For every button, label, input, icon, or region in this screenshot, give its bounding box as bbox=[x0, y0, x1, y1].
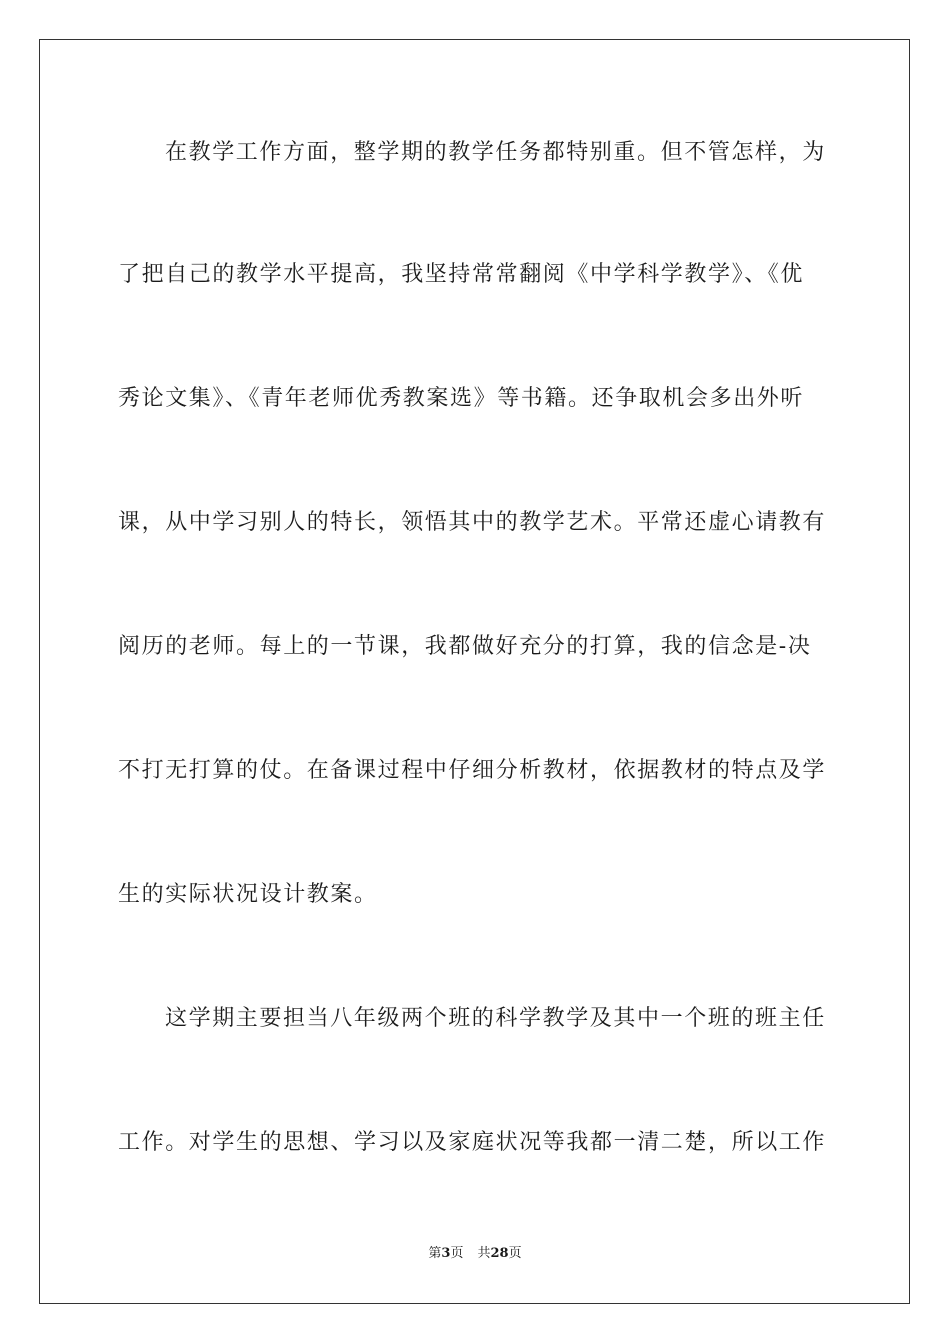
paragraph-1-line-6: 不打无打算的仗。在备课过程中仔细分析教材，依据教材的特点及学 bbox=[118, 758, 827, 783]
paragraph-2-line-2: 工作。对学生的思想、学习以及家庭状况等我都一清二楚，所以工作 bbox=[118, 1130, 827, 1155]
total-suffix: 页 bbox=[508, 1246, 522, 1261]
page-border bbox=[39, 39, 910, 1304]
paragraph-1-line-3: 秀论文集》、《青年老师优秀教案选》等书籍。还争取机会多出外听 bbox=[118, 386, 805, 411]
paragraph-1-line-7: 生的实际状况设计教案。 bbox=[118, 882, 378, 907]
page-suffix: 页 bbox=[450, 1246, 464, 1261]
total-prefix: 共 bbox=[477, 1246, 491, 1261]
page-number: 3 bbox=[441, 1246, 451, 1261]
paragraph-1-line-1: 在教学工作方面，整学期的教学任务都特别重。但不管怎样，为 bbox=[165, 140, 826, 165]
page-prefix: 第 bbox=[428, 1246, 442, 1261]
total-pages: 28 bbox=[490, 1246, 509, 1261]
page-footer bbox=[0, 1244, 950, 1264]
paragraph-1-line-4: 课，从中学习别人的特长，领悟其中的教学艺术。平常还虚心请教有 bbox=[118, 510, 827, 535]
paragraph-1-line-5: 阅历的老师。每上的一节课，我都做好充分的打算，我的信念是-决 bbox=[118, 634, 812, 659]
paragraph-2-line-1: 这学期主要担当八年级两个班的科学教学及其中一个班的班主任 bbox=[165, 1006, 826, 1031]
paragraph-1-line-2: 了把自己的教学水平提高，我坚持常常翻阅《中学科学教学》、《优 bbox=[118, 262, 805, 287]
